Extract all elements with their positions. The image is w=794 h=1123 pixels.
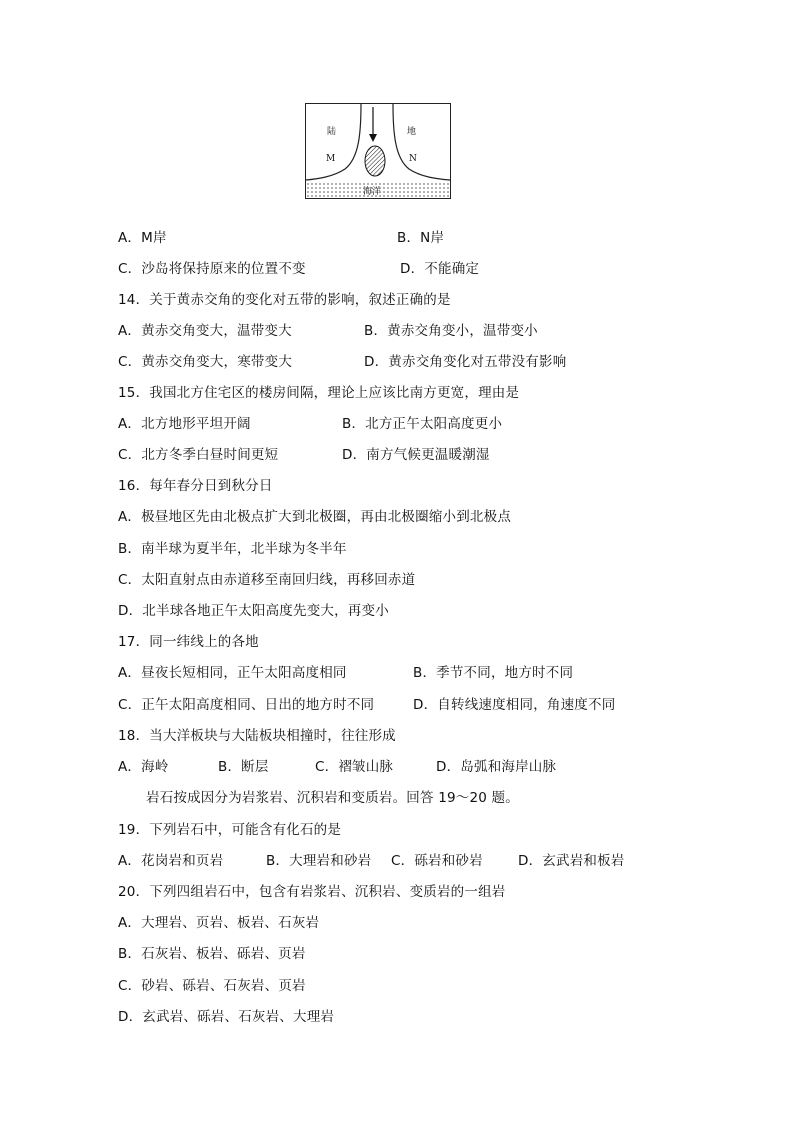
q15-option-b: B．北方正午太阳高度更小 bbox=[342, 416, 503, 432]
sand-island bbox=[365, 146, 385, 176]
q20-option-a: A．大理岩、页岩、板岩、石灰岩 bbox=[118, 915, 320, 931]
q13-option-c: C．沙岛将保持原来的位置不变 bbox=[118, 261, 306, 277]
q17-option-d: D．自转线速度相同，角速度不同 bbox=[413, 697, 616, 713]
river-island-figure bbox=[305, 103, 451, 199]
q18-stem: 18．当大洋板块与大陆板块相撞时，往往形成 bbox=[118, 728, 396, 744]
label-land-right: 地 bbox=[407, 127, 417, 137]
q15-option-c: C．北方冬季白昼时间更短 bbox=[118, 447, 279, 463]
q19-option-c: C．砾岩和砂岩 bbox=[391, 853, 483, 869]
q18-option-c: C．褶皱山脉 bbox=[315, 759, 394, 775]
q17-option-c: C．正午太阳高度相同、日出的地方时不同 bbox=[118, 697, 375, 713]
label-land-left: 陆 bbox=[327, 127, 337, 137]
q16-option-c: C．太阳直射点由赤道移至南回归线，再移回赤道 bbox=[118, 572, 416, 588]
q20-option-b: B．石灰岩、板岩、砾岩、页岩 bbox=[118, 946, 306, 962]
q15-option-d: D．南方气候更温暖潮湿 bbox=[342, 447, 490, 463]
q17-stem: 17．同一纬线上的各地 bbox=[118, 634, 259, 650]
q18-option-d: D．岛弧和海岸山脉 bbox=[436, 759, 557, 775]
q20-stem: 20．下列四组岩石中，包含有岩浆岩、沉积岩、变质岩的一组岩 bbox=[118, 884, 506, 900]
q16-stem: 16．每年春分日到秋分日 bbox=[118, 478, 273, 494]
q19-stem: 19．下列岩石中，可能含有化石的是 bbox=[118, 822, 342, 838]
q17-option-b: B．季节不同，地方时不同 bbox=[413, 665, 574, 681]
q14-option-b: B．黄赤交角变小，温带变小 bbox=[364, 323, 538, 339]
label-sea: 海洋 bbox=[363, 187, 382, 197]
q16-option-a: A．极昼地区先由北极点扩大到北极圈，再由北极圈缩小到北极点 bbox=[118, 509, 512, 525]
q13-option-d: D．不能确定 bbox=[400, 261, 480, 277]
q19-option-d: D．玄武岩和板岩 bbox=[518, 853, 625, 869]
q14-option-c: C．黄赤交角变大，寒带变大 bbox=[118, 354, 293, 370]
q13-option-b: B．N岸 bbox=[397, 230, 445, 246]
q20-option-c: C．砂岩、砾岩、石灰岩、页岩 bbox=[118, 978, 306, 994]
q15-stem: 15．我国北方住宅区的楼房间隔，理论上应该比南方更宽，理由是 bbox=[118, 385, 520, 401]
river-diagram bbox=[305, 103, 451, 199]
label-n: N bbox=[409, 154, 417, 164]
q14-option-d: D．黄赤交角变化对五带没有影响 bbox=[364, 354, 567, 370]
q15-option-a: A．北方地形平坦开阔 bbox=[118, 416, 251, 432]
q17-option-a: A．昼夜长短相同，正午太阳高度相同 bbox=[118, 665, 347, 681]
q18-option-b: B．断层 bbox=[218, 759, 269, 775]
q14-option-a: A．黄赤交角变大，温带变大 bbox=[118, 323, 292, 339]
q19-option-b: B．大理岩和砂岩 bbox=[266, 853, 372, 869]
q14-stem: 14．关于黄赤交角的变化对五带的影响，叙述正确的是 bbox=[118, 292, 451, 308]
q13-option-a: A．M岸 bbox=[118, 230, 167, 246]
label-m: M bbox=[326, 154, 336, 164]
q19-option-a: A．花岗岩和页岩 bbox=[118, 853, 224, 869]
q18-option-a: A．海岭 bbox=[118, 759, 169, 775]
q20-option-d: D．玄武岩、砾岩、石灰岩、大理岩 bbox=[118, 1009, 335, 1025]
q16-option-b: B．南半球为夏半年，北半球为冬半年 bbox=[118, 541, 347, 557]
q16-option-d: D．北半球各地正午太阳高度先变大，再变小 bbox=[118, 603, 389, 619]
rock-intro: 岩石按成因分为岩浆岩、沉积岩和变质岩。回答 19～20 题。 bbox=[146, 790, 519, 806]
